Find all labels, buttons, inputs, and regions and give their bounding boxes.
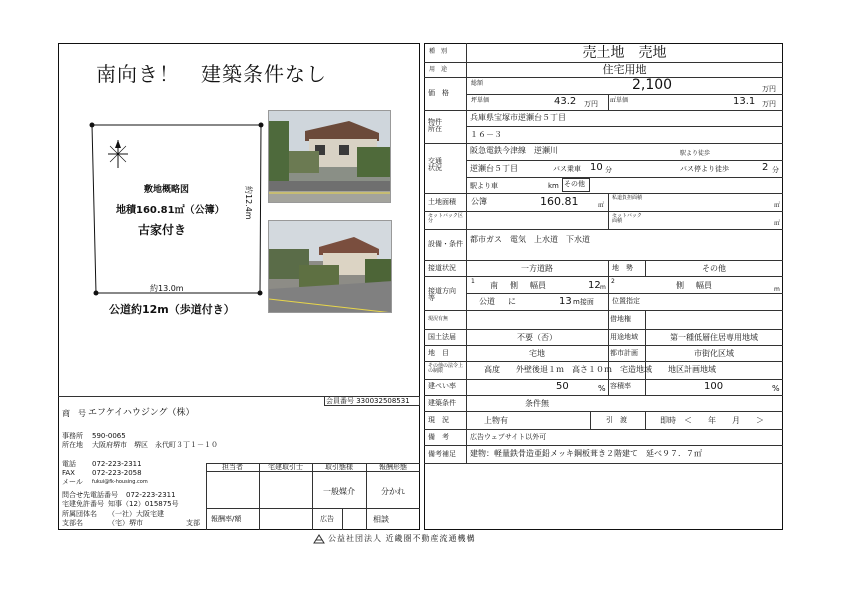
station-drive-label: 駅より車 [470,182,498,190]
office-label: 事務所 [62,432,83,440]
member-number: 会員番号 330032508531 [326,397,410,405]
far-unit: % [772,384,780,393]
association: （一社）大阪宅建 [108,510,164,518]
road-direction-label: 接道方向等 [428,287,456,302]
fax-label: FAX [62,469,75,477]
setback-area-unit: ㎡ [774,220,781,227]
train-line: 阪急電鉄今津線 逆瀬川 [470,146,558,155]
map-title: 敷地概略図 [144,185,190,195]
fee-label: 報酬率/額 [211,515,242,523]
grid-header-broker: 宅建取引士 [268,463,303,471]
tsubo-unit: 万円 [584,100,598,108]
fax: 072-223-2058 [92,469,142,477]
bus-walk-label: バス停より徒歩 [680,165,729,173]
road-ni: に [508,297,516,306]
company-name: エフケイハウジング（株） [88,408,195,418]
kind-label: 種 別 [429,48,448,55]
land-area-unit: ㎡ [598,202,605,209]
price-label: 価 格 [428,89,449,97]
build-cond-label: 建築条件 [428,399,456,407]
other-limits-label: その他の法令上の制限 [428,363,464,374]
map-note: 古家付き [138,223,187,237]
grid-header-fee: 報酬形態 [379,463,407,471]
notes-label: 備考補足 [428,450,456,458]
traffic-label: 交通状況 [428,157,442,172]
category-label: 地 目 [428,349,449,357]
land-area-label: 土地面積 [428,198,456,206]
house-photo-2 [268,220,392,313]
road-frontage: 13 [559,296,572,307]
license-label: 宅建免許番号 [62,500,104,508]
current-label: 現況有無 [428,316,449,322]
bus-stop: 逆瀬台５丁目 [470,164,518,173]
tel: 072-223-2311 [92,460,142,468]
other-label: その他 [564,180,585,188]
road-side1: 側 [510,281,518,290]
category: 宅地 [529,349,545,358]
land-area-type: 公簿 [471,197,487,206]
contact-number: 072-223-2311 [126,491,176,499]
bus-minutes: 10 [590,162,603,173]
road-label: 公道約12m（歩道付き） [109,303,235,316]
city-plan: 市街化区域 [694,349,734,358]
road-status-label: 接道状況 [428,264,456,272]
setback-label: セットバック区分 [428,213,463,224]
private-road-unit: ㎡ [774,202,781,209]
use: 住宅用地 [602,63,647,76]
tel-label: 電話 [62,460,76,468]
location-label: 物件所在 [428,118,442,133]
station-walk-label: 駅より徒歩 [680,150,711,157]
deal-type: 一般媒介 [323,487,355,496]
license-number: 知事（12）015875号 [108,500,179,508]
road-width-unit1: m [600,284,606,291]
terrain: その他 [702,264,726,273]
sqm-unit: 万円 [762,100,776,108]
handover: 即時 ＜ 年 月 ＞ [660,416,764,425]
compass-icon [104,138,132,172]
land-area: 160.81 [540,195,579,208]
branch: （宅）堺市 [108,519,143,527]
city-plan-label: 都市計画 [610,349,638,357]
road-public: 公道 [479,297,495,306]
other-limits: 高度 外壁後退１ｍ 高さ１０ｍ 宅造地域 地区計画地域 [484,365,716,374]
far: 100 [704,381,724,392]
bcr-label: 建ぺい率 [428,382,456,390]
position-label: 位置指定 [612,297,640,305]
facilities: 都市ガス 電気 上水道 下水道 [470,235,590,244]
location-line1: 兵庫県宝塚市逆瀬台５丁目 [470,113,566,122]
tsubo-price: 43.2 [554,96,577,107]
national-land-label: 国土法届 [428,333,456,341]
road-side2: 側 [676,281,684,290]
bus-label: バス乗車 [553,165,581,173]
headline: 南向き！ 建築条件なし [96,62,327,86]
company-name-label: 商 号 [62,409,86,418]
bus-minutes-unit: 分 [605,166,612,174]
company-address: 大阪府堺市 堺区 永代町３丁１－１０ [92,441,218,449]
sqm-price: 13.1 [733,96,756,107]
association-label: 所属団体名 [62,510,97,518]
map-side-bottom: 約13.0m [150,284,184,293]
status-label: 現 況 [428,416,449,424]
footer-association: 公益社団法人 近畿圏不動産流通機構 [328,534,476,543]
road-no2: 2 [611,278,615,285]
lease-label: 借地権 [610,315,631,323]
road-status: 一方道路 [521,264,553,273]
setback-area-label: セットバック面積 [612,213,642,224]
mail-label: メール [62,478,83,486]
km-unit: km [548,182,559,190]
terrain-label: 地 勢 [612,264,633,272]
build-cond: 条件無 [525,399,549,408]
mail: fukui@fk-housing.com [92,479,148,485]
bcr: 50 [556,381,569,392]
address-label: 所在地 [62,441,83,449]
remarks-label: 備 考 [428,433,449,441]
bus-walk-unit: 分 [772,166,779,174]
road-width1: 12 [588,280,601,291]
remarks: 広告ウェブサイト以外可 [470,433,547,441]
sqm-label: ㎡単価 [610,97,629,104]
road-width-label1: 幅員 [530,281,546,290]
private-road-label: 私道負担面積 [612,195,643,201]
ad-label: 広告 [320,515,334,523]
road-no1: 1 [471,278,475,285]
branch-suffix: 支部 [186,519,200,527]
association-logo-icon [312,533,326,545]
kind: 売土地 売地 [582,45,667,61]
map-area: 地積160.81㎡（公簿） [116,205,225,216]
road-width-label2: 幅員 [696,281,712,290]
tsubo-label: 坪単価 [471,97,490,104]
branch-label: 支部名 [62,519,83,527]
far-label: 容積率 [610,382,631,390]
zoning: 第一種低層住居専用地域 [670,333,758,342]
facilities-label: 設備・条件 [428,240,463,248]
contact-label: 問合せ先電話番号 [62,491,118,499]
house-photo-1 [268,110,391,203]
fee-type: 分かれ [381,487,405,496]
total-price: 2,100 [632,77,673,93]
status: 上物有 [484,416,508,425]
notes: 建物：軽量鉄骨造亜鉛メッキ鋼板葺き２階建て 延べ９７．７㎡ [470,449,702,458]
bcr-unit: % [598,384,606,393]
road-width-unit2: m [774,286,780,293]
map-side-right: 約12.4m [244,186,253,220]
grid-header-agent: 担当者 [222,463,243,471]
road-direction1: 南 [490,281,498,290]
use-label: 用 途 [429,66,448,73]
bus-walk: 2 [762,162,769,173]
postal-code: 590-0065 [92,432,126,440]
national-land: 不要（否） [517,333,557,342]
total-label: 総額 [471,80,484,87]
handover-label: 引 渡 [606,416,627,424]
grid-header-deal: 取引態様 [325,463,353,471]
location-line2: １６－３ [470,130,502,139]
total-unit: 万円 [762,85,776,93]
ad-value: 相談 [373,515,389,524]
frontage-label: m接面 [573,298,594,306]
zoning-label: 用途地域 [610,333,638,341]
